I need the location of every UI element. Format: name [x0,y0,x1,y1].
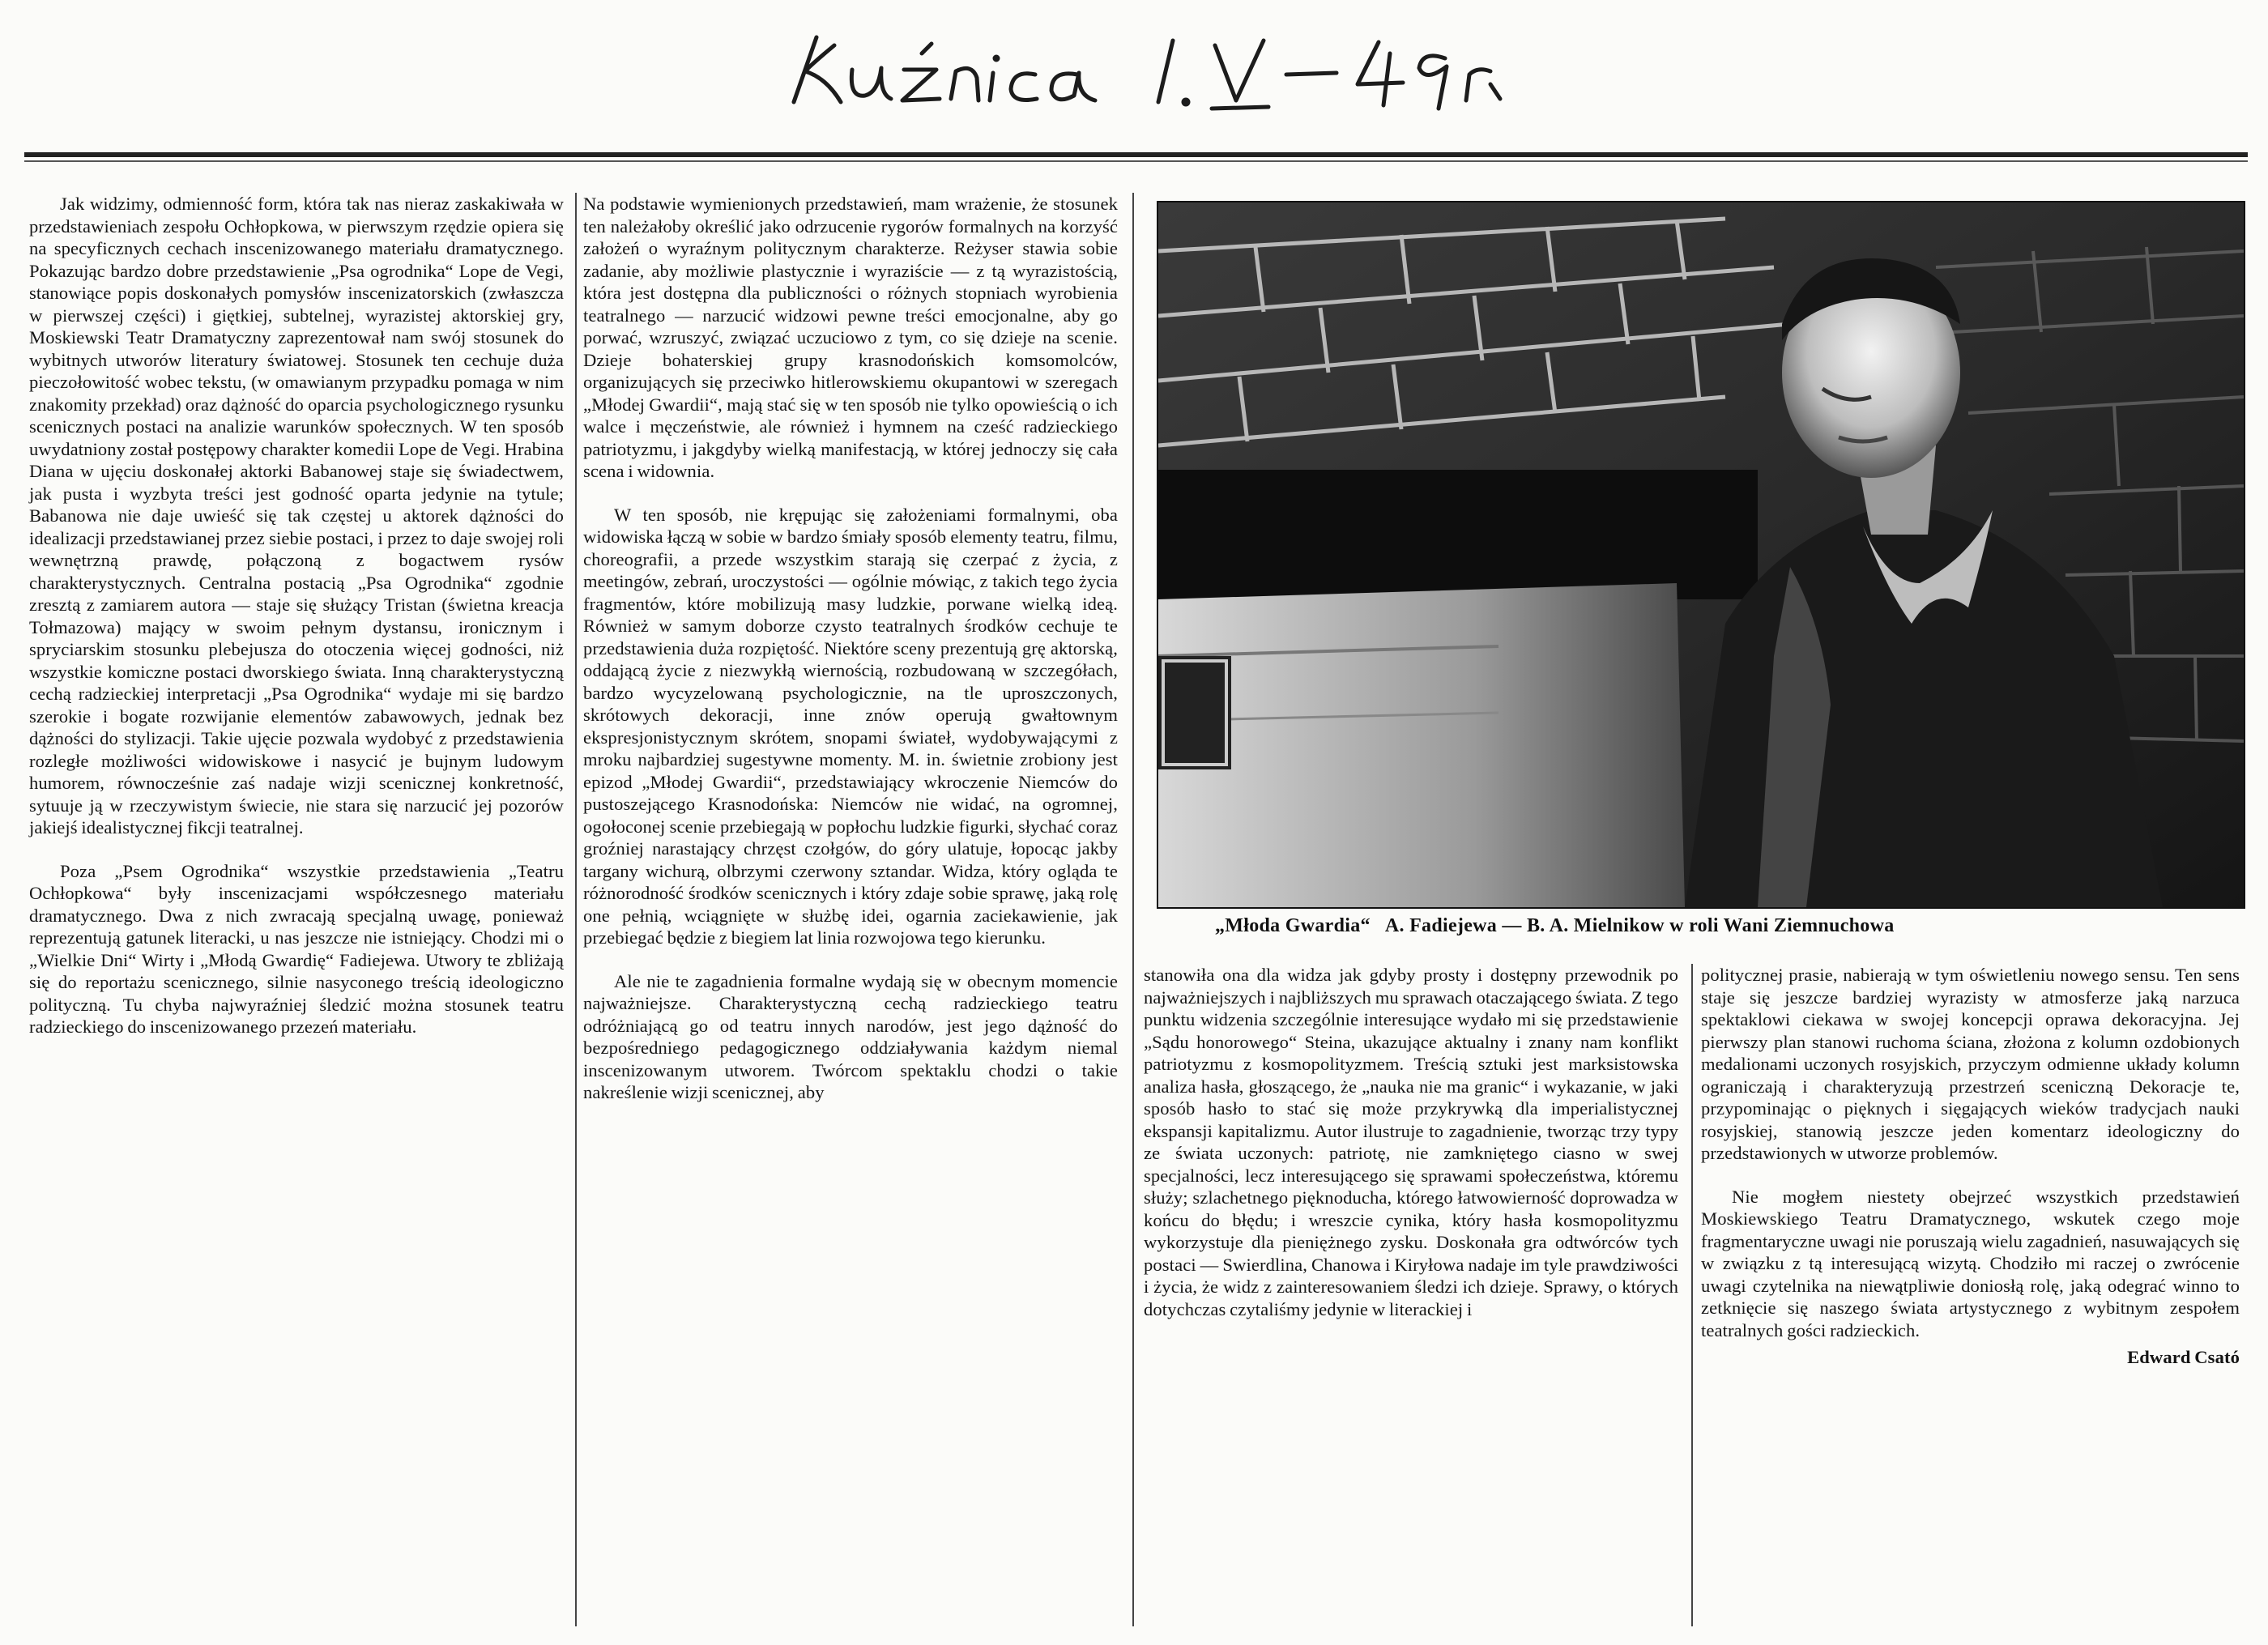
stage-photograph [1157,201,2245,909]
header-rule [24,152,2248,157]
handwriting-drawing [778,21,1847,126]
column-divider [1132,193,1134,1626]
article-paragraph: Na podstawie wymienionych przedstawień, mam wrażenie, że stosunek ten należałoby określić jako odrzucenie rygorów formalnych na korzyść założeń o wyraźnym politycznym charakterze. Reżyser stawia sobie zadanie, aby możliwie plastycznie i wyraziście — z tą wyrazistością, która jest dostępna dla publiczności o różnych stopniach wyrobienia teatralnego — narzucić widzowi pewne treści emocjonalne, aby go porwać, wzruszyć, związać uczuciowo z tym, co się dzieje na scenie. Dzieje bohaterskiej grupy krasnodońskich komsomolców, organizujących się przeciwko hitlerowskiemu okupantowi w szeregach „Młodej Gwardii“, mają stać się w ten sposób nie tylko opowieścią o ich walce i męczeństwie, ale również i hymnem na cześć radzieckiego patriotyzmu, i jakgdyby wielką manifestacją, w której jednoczy się cała scena i widownia. [583,194,1118,481]
article-paragraph: Ale nie te zagadnienia formalne wydają się w obecnym momencie najważniejsze. Charakterystyczną cechą radzieckiego teatru odróżniającą go od teatru innych narodów, jest jego dążność do bezpośredniego pedagogicznego oddziaływania każdym niemal inscenizowanym utworem. Twórcom spektaklu chodzi o takie nakreślenie wizji scenicznej, aby [583,970,1118,1102]
article-paragraph: Nie mogłem niestety obejrzeć wszystkich przedstawień Moskiewskiego Teatru Dramatycznego, wskutek czego moje fragmentaryczne uwagi nie poruszają wielu zagadnień, nasuwających się w związku z tą interesującą wizytą. Chodziło mi raczej o zwrócenie uwagi czytelnika na niewątpliwie doniosłą rolę, jaką odegrać winno to zetknięcie się naszego świata artystycznego z wybitnym zespołem teatralnych gości radzieckich. [1701,1186,2240,1340]
article-column-1 [29,193,564,1038]
header-rule-thin [24,160,2248,162]
photo-caption [1215,915,2219,937]
handwritten-annotation [778,21,1847,126]
article-signature: Edward Csató [2127,1347,2240,1367]
article-paragraph: politycznej prasie, nabierają w tym oświetleniu nowego sensu. Ten sens staje się jeszcze bardziej wyrazisty w atmosferze jaką narzuca spektaklowi ciekawa w swojej koncepcji oprawa dekoracyjna. Jej pierwszy plan stanowi ruchoma ściana, złożona z kolumn ozdobionych medalionami uczonych rosyjskich, przyczym odmienne układy kolumn ograniczają i charakteryzują przestrzeń sceniczną Dekoracje te, przypominając o pięknych i sięgających wieków tradycjach nauki rosyjskiej, stanowią jeszcze jeden komentarz ideologiczny do przedstawionych w utworze problemów. [1701,965,2240,1163]
article-paragraph: Poza „Psem Ogrodnika“ wszystkie przedstawienia „Teatru Ochłopkowa“ były inscenizacjami współczesnego materiału dramatycznego. Dwa z nich zwracają specjalną uwagę, ponieważ reprezentują gatunek literacki, u nas jeszcze nie istniejący. Chodzi mi o „Wielkie Dni“ Wirty i „Młodą Gwardię“ Fadiejewa. Utwory te zbliżają się do reportażu scenicznego, silnie nasyconego treścią ideologiczno polityczną. Tu chyba najwyraźniej śledzić można stosunek teatru radzieckiego do inscenizowanego przezeń materiału. [29,860,564,1037]
article-column-3 [1144,964,1678,1320]
article-column-2 [583,193,1118,1104]
column-divider [575,193,577,1626]
article-paragraph: stanowiła ona dla widza jak gdyby prosty i dostępny przewodnik po najważniejszych i najbliższych mu sprawach otaczającego świata. Z tego punktu widzenia szczególnie interesujące wydało mi się przedstawienie „Sądu honorowego“ Steina, ukazujące aktualny i znany nam konflikt patriotyzmu z kosmopolityzmem. Treścią sztuki jest marksistowska analiza hasła, głoszącego, że „nauka nie ma granic“ i wykazanie, w jaki sposób hasło to stać się może przykrywką dla imperialistycznej ekspansji kapitalizmu. Autor ilustruje to zagadnienie, tworząc trzy typy ze świata uczonych: patriotę, nie zamkniętego ciasno w swej specjalności, lecz interesującego się sprawami społeczeństwa, któremu służy; szlachetnego pięknoducha, którego łatwowierność doprowadza w końcu do błędu; i wreszcie cynika, który hasła kosmopolityzmu wykorzystuje dla pieniężnego zysku. Doskonała gra odtwórców tych postaci — Swierdlina, Chanowa i Kiryłowa nadaje im tyle prawdziwości i życia, że widz z zainteresowaniem śledzi ich dzieje. Sprawy, o których dotychczas czytaliśmy jedynie w literackiej i [1144,965,1678,1319]
caption-credit: A. Fadiejewa — B. A. Mielnikow w roli Wani Ziemnuchowa [1384,915,1895,936]
photo-illustration [1158,202,2244,907]
article-paragraph: W ten sposób, nie krępując się założeniami formalnymi, oba widowiska łączą w sobie w bardzo śmiały sposób elementy teatru, filmu, choreografii, a przede wszystkim starają się czerpać z życia, z meetingów, zebrań, uroczystości — ogólnie mówiąc, z takich tego życia fragmentów, które mobilizują masy ludzkie, porwane wielką ideą. Również w samym doborze czysto teatralnych środków cechuje te przedstawienia duża rozpiętość. Niektóre sceny prezentują grę aktorską, oddającą życie z niezwykłą wiernością, rozbudowaną w szczegółach, bardzo wycyzelowaną psychologicznie, na tle uproszczonych, skrótowych dekoracji, inne znów operują gwałtownym ekspresjonistycznym skrótem, snopami świateł, wydobywającymi z mroku najbardziej sugestywne momenty. M. in. świetnie zrobiony jest epizod „Młodej Gwardii“, przedstawiający wkroczenie Niemców do pustoszejącego Krasnodońska: Niemców nie widać, na ogromnej, ogołoconej scenie przebiegają w popłochu ludzkie figurki, słychać coraz groźniej narastający chrzęst czołgów, do góry ulatuje, łopocąc jakby targany wichurą, olbrzymi czerwony sztandar. Widza, który ogląda te różnorodność środków scenicznych i który zdaje sobie sprawę, jaką rolę one pełnią, wciągnięte w służbę idei, ogarnia zaciekawienie, jak przebiegać będzie z biegiem lat linia rozwojowa tego kierunku. [583,504,1118,948]
article-paragraph: Jak widzimy, odmienność form, która tak nas nieraz zaskakiwała w przedstawieniach zespołu Ochłopkowa, w pierwszym rzędzie opiera się na specyficznych cechach inscenizowanego materiału dramatycznego. Pokazując bardzo dobre przedstawienie „Psa ogrodnika“ Lope de Vegi, stanowiące popis doskonałych pomysłów inscenizatorskich (zwłaszcza w pierwszej części) i giętkiej, subtelnej, wyrazistej aktorskiej gry, Moskiewski Teatr Dramatyczny zaprezentował nam swój stosunek do wybitnych utworów literatury światowej. Stosunek ten cechuje duża pieczołowitość wobec tekstu, (w omawianym przypadku pomaga w nim znakomity przekład) oraz dążność do oparcia psychologicznego rysunku scenicznych postaci na analizie warunków społecznych. W ten sposób uwydatniony został postępowy charakter komedii Lope de Vegi. Hrabina Diana w ujęciu doskonałej aktorki Babanowej staje się świadectwem, jak pusta i wyzbyta treści jest godność oparta jedynie na tytule; Babanowa nie daje uwieść się tak częstej u aktorek dążności do idealizacji przedstawianej przez siebie postaci, i przez to daje swojej roli wewnętrzną prawdę, połączoną z bogactwem rysów charakterystycznych. Centralna postacią „Psa Ogrodnika“ zgodnie zresztą z zamiarem autora — staje się służący Tristan (świetna kreacja Tołmazowa) mający w swoim pełnym dystansu, ironicznym i spryciarskim stosunku plebejusza do otoczenia więcej godności, niż wszystkie komiczne postaci dworskiego świata. Inną charakterystyczną cechą radzieckiej interpretacji „Psa Ogrodnika“ wydaje mi się bardzo szerokie i bogate rozwijanie elementów zabawowych, jednak bez dążności do stylizacji. Takie ujęcie pozwala wydobyć z przedstawienia rozległe możliwości widowiskowe i nasycić je bujnym ludowym humorem, równocześnie zaś nadaje wizji scenicznej konkretność, sytuuje ją w rzeczywistym świecie, nie stara się narzucić jej pozorów jakiejś idealistycznej fikcji teatralnej. [29,194,564,837]
column-divider [1691,964,1693,1626]
caption-title: „Młoda Gwardia“ [1215,915,1371,936]
article-column-4 [1701,964,2240,1369]
